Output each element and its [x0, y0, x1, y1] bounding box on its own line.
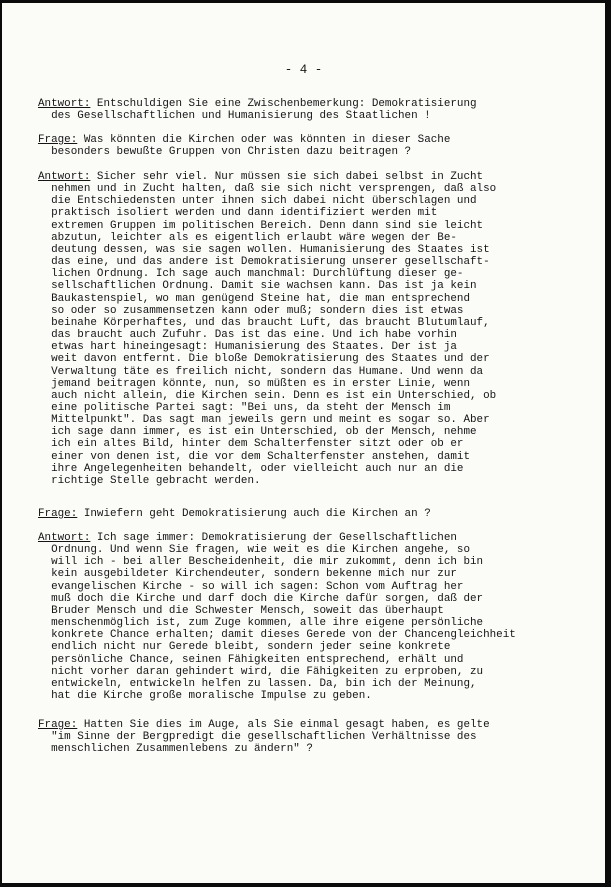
section-text: Hatten Sie dies im Auge, als Sie einmal gesagt haben, es gelte [77, 719, 490, 731]
text-line: hat die Kirche große moralische Impulse zu geben. [38, 690, 372, 703]
text-line: nicht vorher daran gehindert wird, die Fähigkeiten zu erproben, zu [38, 665, 484, 678]
question-label: Frage: [38, 719, 78, 731]
text-line: ich ein altes Bild, hinter dem Schalterfenster sitzt oder ob er [38, 438, 464, 451]
page-number: - 4 - [284, 63, 323, 77]
section-first-line [38, 98, 602, 110]
answer-label: Antwort: [38, 98, 91, 110]
text-line: das braucht auch Zufuhr. Das ist das eine. Und ich habe vorhin [38, 329, 457, 342]
text-line: muß doch die Kirche und darf doch die Kirche dafür sorgen, daß der [38, 592, 484, 605]
question-label: Frage: [38, 134, 78, 146]
text-line: Mittelpunkt". Das sagt man jeweils gern und meint es sogar so. Aber [38, 414, 490, 427]
qa-section [38, 98, 602, 122]
text-line: will ich - bei aller Bescheidenheit, die mir zukommt, denn ich bin [38, 556, 484, 569]
text-line: das eine, und das andere ist Demokratisierung unserer gesellschaft- [38, 256, 490, 269]
text-line: Ordnung. Und wenn Sie fragen, wie weit es die Kirchen angehe, so [38, 544, 470, 557]
text-line: eine politische Partei sagt: "Bei uns, da steht der Mensch im [38, 401, 451, 414]
answer-label: Antwort: [38, 171, 91, 183]
text-line: einer von denen ist, die vor dem Schalterfenster anstehen, damit [38, 450, 470, 463]
text-line: weit davon entfernt. Die bloße Demokratisierung des Staates und der [38, 353, 490, 366]
text-line: sellschaftlichen Ordnung. Damit sie wachsen kann. Das ist ja kein [38, 280, 477, 293]
text-line: die Entschiedensten unter ihnen sich dabei nicht überschlagen und [38, 195, 477, 208]
text-line: ich sage dann immer, es ist ein Unterschied, ob der Mensch, nehme [38, 426, 477, 439]
section-first-line [38, 134, 602, 146]
section-text: Entschuldigen Sie eine Zwischenbemerkung: Demokratisierung [90, 98, 477, 110]
section-first-line [38, 532, 602, 544]
section-first-line [38, 719, 602, 731]
qa-section [38, 719, 602, 755]
document-page [2, 3, 605, 883]
qa-section [38, 508, 602, 520]
text-line: auch nicht allein, die Kirchen sein. Denn es ist ein Unterschied, ob [38, 389, 497, 402]
qa-section [38, 171, 602, 487]
text-line: menschlichen Zusammenlebens zu ändern" ? [38, 743, 313, 756]
text-line: deutung dessen, was sie sagen wollen. Humanisierung des Staates ist [38, 243, 490, 256]
section-first-line [38, 171, 602, 183]
text-line: etwas hart hineingesagt: Humanisierung des Staates. Der ist ja [38, 341, 457, 354]
text-line: lichen Ordnung. Ich sage auch manchmal: Durchlüftung dieser ge- [38, 268, 464, 281]
text-line: besonders bewußte Gruppen von Christen dazu beitragen ? [38, 146, 412, 159]
section-text: Sicher sehr viel. Nur müssen sie sich dabei selbst in Zucht [90, 171, 484, 183]
text-line: konkrete Chance erhalten; damit dieses Gerede von der Chancengleichheit [38, 629, 516, 642]
text-line: Bruder Mensch und die Schwester Mensch, soweit das überhaupt [38, 604, 444, 617]
answer-label: Antwort: [38, 532, 91, 544]
question-label: Frage: [38, 508, 78, 520]
text-line: menschenmöglich ist, zum Zuge kommen, alle ihre eigene persönliche [38, 617, 484, 630]
text-line: kein ausgebildeter Kirchendeuter, sondern bekenne mich nur zur [38, 568, 457, 581]
text-line: evangelischen Kirche - so will ich sagen: Schon vom Auftrag her [38, 580, 464, 593]
text-line: "im Sinne der Bergpredigt die gesellschaftlichen Verhältnisse des [38, 731, 477, 744]
text-line: jemand beitragen könnte, nun, so müßten es in erster Linie, wenn [38, 377, 470, 390]
text-line: abzutun, leichter als es eigentlich erlaubt wäre wegen der Be- [38, 231, 457, 244]
section-text: Ich sage immer: Demokratisierung der Gesellschaftlichen [90, 532, 457, 544]
text-line: endlich nicht nur Gerede bleibt, sondern jeder seine konkrete [38, 641, 451, 654]
text-line: so oder so zusammensetzen kann oder muß; sondern dies ist etwas [38, 304, 464, 317]
text-line: nehmen und in Zucht halten, daß sie sich nicht versprengen, daß also [38, 183, 497, 196]
text-line: richtige Stelle gebracht werden. [38, 474, 261, 487]
text-line: persönliche Chance, seinen Fähigkeiten entsprechend, erhält und [38, 653, 464, 666]
section-first-line [38, 508, 602, 520]
text-line: beinahe Körperhaftes, und das braucht Luft, das braucht Blutumlauf, [38, 316, 490, 329]
text-line: ihre Angelegenheiten behandelt, oder vielleicht auch nur an die [38, 462, 464, 475]
text-line: praktisch isoliert werden und dann identifiziert werden mit [38, 207, 438, 220]
section-text: Inwiefern geht Demokratisierung auch die Kirchen an ? [77, 508, 431, 520]
qa-section [38, 134, 602, 158]
text-line: entwickeln, entwickeln helfen zu lassen. Da, bin ich der Meinung, [38, 677, 477, 690]
text-line: Verwaltung täte es freilich nicht, sondern das Humane. Und wenn da [38, 365, 484, 378]
qa-section [38, 532, 602, 702]
text-line: Baukastenspiel, wo man genügend Steine hat, die man entsprechend [38, 292, 470, 305]
text-line: des Gesellschaftlichen und Humanisierung des Staatlichen ! [38, 110, 431, 123]
text-line: extremen Gruppen im politischen Bereich. Denn dann sind sie leicht [38, 219, 484, 232]
section-text: Was könnten die Kirchen oder was könnten in dieser Sache [77, 134, 451, 146]
